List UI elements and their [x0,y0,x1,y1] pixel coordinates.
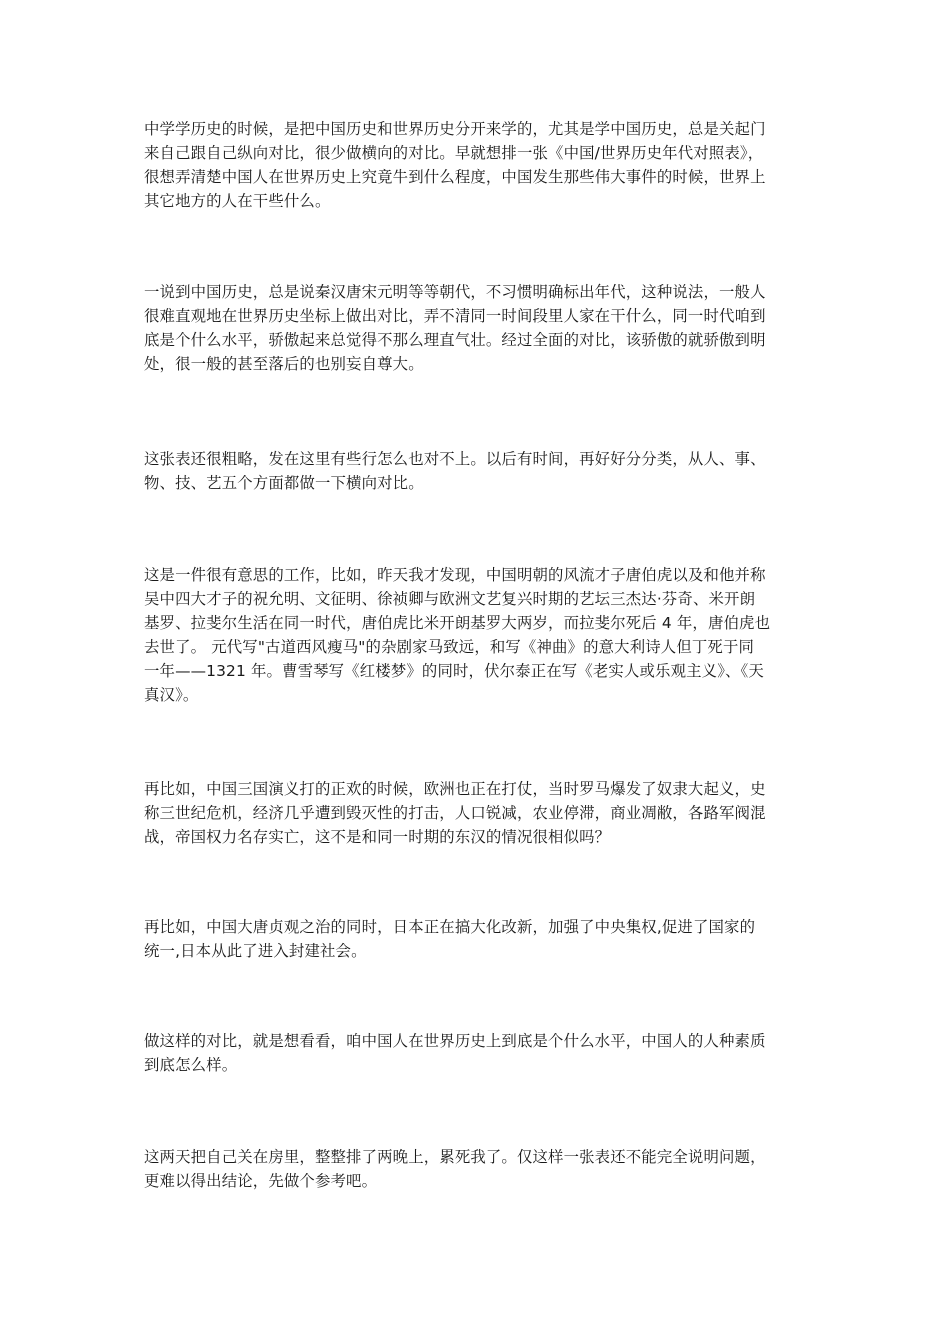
paragraph-7: 做这样的对比，就是想看看，咱中国人在世界历史上到底是个什么水平，中国人的人种素质 到底怎么样。 [144,1032,766,1074]
paragraph-6: 再比如，中国大唐贞观之治的同时，日本正在搞大化改新，加强了中央集权,促进了国家的 统一,日本从此了进入封建社会。 [144,918,756,960]
paragraph-1: 中学学历史的时候，是把中国历史和世界历史分开来学的，尤其是学中国历史，总是关起门 来自己跟自己纵向对比，很少做横向的对比。早就想排一张《中国/世界历史年代对照表》， 很想弄清楚中国人在世界历史上究竟牛到什么程度，中国发生那些伟大事件的时候，世界上 其它地方的人在干些什么。 [144,120,766,210]
paragraph-3: 这张表还很粗略，发在这里有些行怎么也对不上。以后有时间，再好好分分类，从人、事、 物、技、艺五个方面都做一下横向对比。 [144,450,766,492]
paragraph-8: 这两天把自己关在房里，整整排了两晚上，累死我了。仅这样一张表还不能完全说明问题， 更难以得出结论，先做个参考吧。 [144,1148,766,1190]
paragraph-4: 这是一件很有意思的工作，比如，昨天我才发现，中国明朝的风流才子唐伯虎以及和他并称 吴中四大才子的祝允明、文征明、徐祯卿与欧洲文艺复兴时期的艺坛三杰达·芬奇、米开朗 基罗、拉斐尔生活在同一时代，唐伯虎比米开朗基罗大两岁，而拉斐尔死后 4 年，唐伯虎也 去世了。 元代写"古道西风瘦马"的杂剧家马致远，和写《神曲》的意大利诗人但丁死于同 一年——1321 年。曹雪琴写《红楼梦》的同时，伏尔泰正在写《老实人或乐观主义》、《天 真汉》。 [144,566,771,704]
paragraph-5: 再比如，中国三国演义打的正欢的时候，欧洲也正在打仗，当时罗马爆发了奴隶大起义，史 称三世纪危机，经济几乎遭到毁灭性的打击，人口锐减，农业停滞，商业凋敝，各路军阀混 战，帝国权力名存实亡，这不是和同一时期的东汉的情况很相似吗？ [144,780,766,846]
paragraph-2: 一说到中国历史，总是说秦汉唐宋元明等等朝代，不习惯明确标出年代，这种说法，一般人 很难直观地在世界历史坐标上做出对比，弄不清同一时间段里人家在干什么，同一时代咱到 底是个什么水平，骄傲起来总觉得不那么理直气壮。经过全面的对比，该骄傲的就骄傲到明 处，很一般的甚至落后的也别妄自尊大。 [144,283,766,373]
